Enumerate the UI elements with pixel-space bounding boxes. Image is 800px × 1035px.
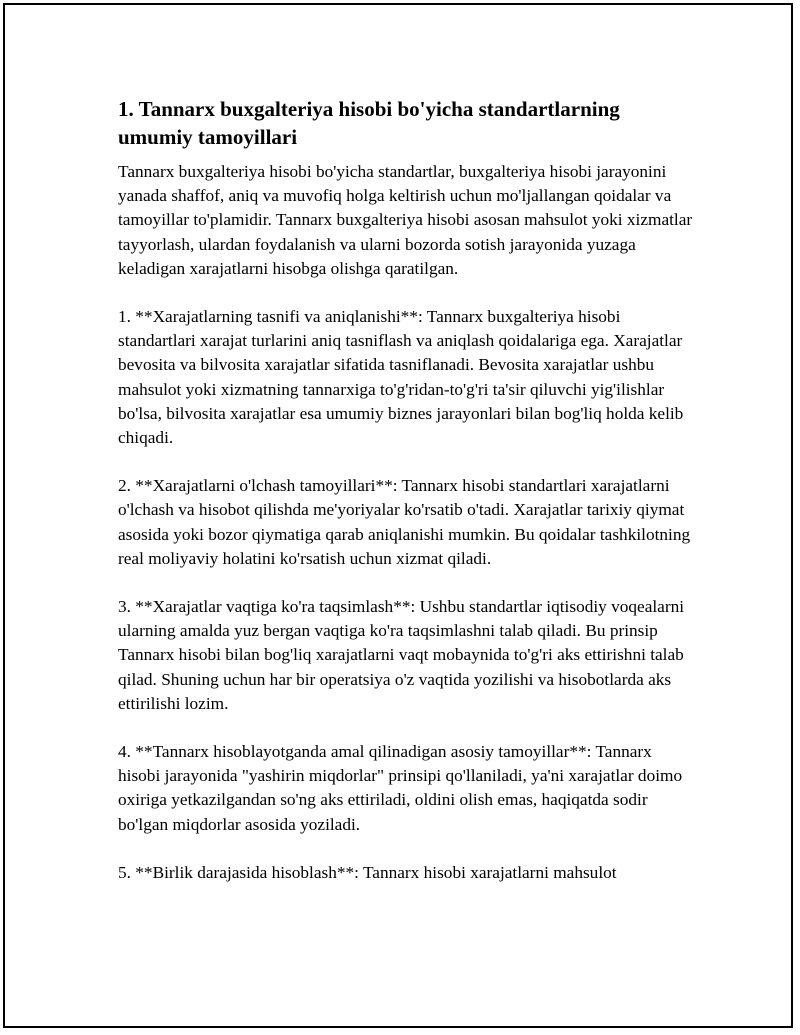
document-content — [118, 95, 698, 909]
paragraph-core-principles: 4. **Tannarx hisoblayotganda amal qilinadigan asosiy tamoyillar**: Tannarx hisobi jarayonida "yashirin miqdorlar" prinsipi qo'llaniladi, ya'ni xarajatlar doimo oxiriga yetkazilgandan so'ng aks ettiriladi, oldini olish emas, haqiqatda sodir bo'lgan miqdorlar asosida yoziladi. — [118, 742, 683, 834]
paragraph-cost-classification: 1. **Xarajatlarning tasnifi va aniqlanishi**: Tannarx buxgalteriya hisobi standartlari xarajat turlarini aniq tasniflash va aniqlash qoidalariga ega. Xarajatlar bevosita va bilvosita xarajatlar sifatida tasniflanadi. Bevosita xarajatlar ushbu mahsulot yoki xizmatning tannarxiga to'g'ridan-to'g'ri ta'sir qiluvchi yig'ilishlar bo'lsa, bilvosita xarajatlar esa umumiy biznes jarayonlari bilan bog'liq holda kelib chiqadi. — [118, 307, 684, 448]
paragraph-time-allocation: 3. **Xarajatlar vaqtiga ko'ra taqsimlash**: Ushbu standartlar iqtisodiy voqealarni ularning amalda yuz bergan vaqtiga ko'ra taqsimlashni talab qiladi. Bu prinsip Tannarx hisobi bilan bog'liq xarajatlarni vaqt mobaynida to'g'ri aks ettirishni talab qilad. Shuning uchun har bir operatsiya o'z vaqtida yozilishi va hisobotlarda aks ettirilishi lozim. — [118, 597, 685, 713]
section-heading: 1. Tannarx buxgalteriya hisobi bo'yicha standartlarning umumiy tamoyillari — [118, 97, 620, 149]
paragraph-unit-level-calculation: 5. **Birlik darajasida hisoblash**: Tannarx hisobi xarajatlarni mahsulot — [118, 862, 617, 882]
intro-paragraph: Tannarx buxgalteriya hisobi bo'yicha standartlar, buxgalteriya hisobi jarayonini yanada shaffof, aniq va muvofiq holga keltirish uchun mo'ljallangan qoidalar va tamoyillar to'plamidir. Tannarx buxgalteriya hisobi asosan mahsulot yoki xizmatlar tayyorlash, ulardan foydalanish va ularni bozorda sotish jarayonida yuzaga keladigan xarajatlarni hisobga olishga qaratilgan. — [118, 162, 693, 278]
paragraph-cost-measurement: 2. **Xarajatlarni o'lchash tamoyillari**: Tannarx hisobi standartlari xarajatlarni o'lchash va hisobot qilishda me'yoriyalar ko'rsatib o'tadi. Xarajatlar tarixiy qiymat asosida yoki bozor qiymatiga qarab aniqlanishi mumkin. Bu qoidalar tashkilotning real moliyaviy holatini ko'rsatish uchun xizmat qiladi. — [118, 476, 691, 568]
